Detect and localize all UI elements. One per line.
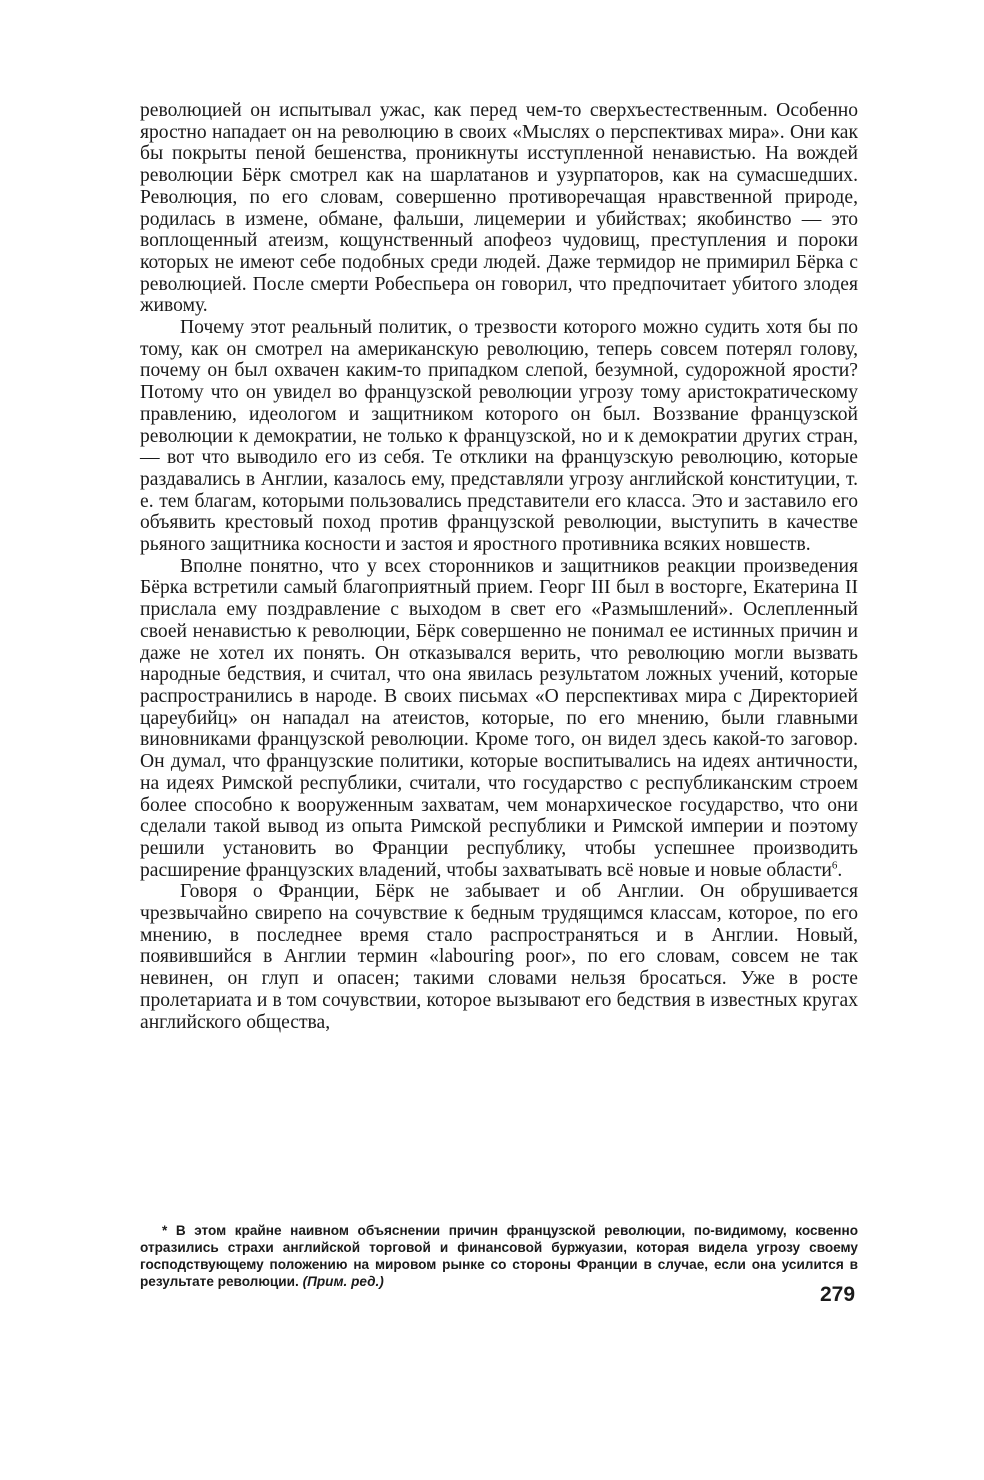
footnote-reference: 6 (831, 859, 838, 872)
footnote-text: В этом крайне наивном объяснении причин французской революции, по-видимому, косвенно отразились страхи английской торговой и финансовой буржуазии, которая видела угрозу своему господствующему положению на мировом рынке со стороны Франции в случае, если она усилится в результате революции. (140, 1223, 859, 1289)
footnote-marker: * (162, 1223, 168, 1238)
footnote (140, 1222, 858, 1290)
paragraph-3-text: Вполне понятно, что у всех сторонников и защитников реакции произведения Бёрка встретили самый благоприятный прием. Георг III был в восторге, Екатерина II прислала ему поздравление с выходом в свет его «Размышлений». Ослепленный своей ненавистью к революции, Бёрк совершенно не понимал ее истинных причин и даже не хотел их понять. Он отказывался верить, что революцию могли вызвать народные бедствия, и считал, что она явилась результатом ложных учений, которые распространились в народе. В своих письмах «О перспективах мира с Директорией цареубийц» он нападал на атеистов, которые, по его мнению, были главными виновниками французской революции. Кроме того, он видел здесь какой-то заговор. Он думал, что французские политики, которые воспитывались на идеях античности, на идеях Римской республики, считали, что государство с республиканским строем более способно к вооруженным захватам, чем монархическое государство, что они сделали такой вывод из опыта Римской республики и Римской империи и поэтому решили установить во Франции республику, чтобы успешнее производить расширение французских владений, чтобы захватывать всё новые и новые области (140, 555, 858, 881)
paragraph-4: Говоря о Франции, Бёрк не забывает и об Англии. Он обрушивается чрезвычайно свирепо на сочувствие к бедным трудящимся классам, которое, по его мнению, в последнее время стало распространяться и в Англии. Новый, появившийся в Англии термин «labouring poor», по его словам, совсем не так невинен, он глуп и опасен; такими словами нельзя бросаться. Уже в росте пролетариата и в том сочувствии, которое вызывают его бедствия в известных кругах английского общества, (140, 881, 858, 1033)
page-number: 279 (820, 1283, 856, 1306)
page-body (140, 100, 858, 1033)
paragraph-1: революцией он испытывал ужас, как перед чем-то сверхъестественным. Особенно яростно нападает он на революцию в своих «Мыслях о перспективах мира». Они как бы покрыты пеной бешенства, проникнуты исступленной ненавистью. На вождей революции Бёрк смотрел как на шарлатанов и узурпаторов, как на сумасшедших. Революция, по его словам, совершенно противоречащая нравственной природе, родилась в измене, обмане, фальши, лицемерии и убийствах; якобинство — это воплощенный атеизм, кощунственный апофеоз чудовищ, преступления и пороки которых не имеют себе подобных среди людей. Даже термидор не примирил Бёрка с революцией. После смерти Робеспьера он говорил, что предпочитает убитого злодея живому. (140, 100, 858, 317)
footnote-editor-note: (Прим. ред.) (302, 1274, 384, 1289)
paragraph-2: Почему этот реальный политик, о трезвости которого можно судить хотя бы по тому, как он смотрел на американскую революцию, теперь совсем потерял голову, почему он был охвачен каким-то припадком слепой, безумной, судорожной ярости? Потому что он увидел во французской революции угрозу тому аристократическому правлению, идеологом и защитником которого он был. Воззвание французской революции к демократии, не только к французской, но и к демократии других стран,— вот что выводило его из себя. Те отклики на французскую революцию, которые раздавались в Англии, казалось ему, представляли угрозу английской конституции, т. е. тем благам, которыми пользовались представители его класса. Это и заставило его объявить крестовый поход против французской революции, выступить в качестве рьяного защитника косности и застоя и яростного противника всяких новшеств. (140, 317, 858, 556)
paragraph-3: Вполне понятно, что у всех сторонников и защитников реакции произведения Бёрка встретили самый благоприятный прием. Георг III был в восторге, Екатерина II прислала ему поздравление с выходом в свет его «Размышлений». Ослепленный своей ненавистью к революции, Бёрк совершенно не понимал ее истинных причин и даже не хотел их понять. Он отказывался верить, что революцию могли вызвать народные бедствия, и считал, что она явилась результатом ложных учений, которые распространились в народе. В своих письмах «О перспективах мира с Директорией цареубийц» он нападал на атеистов, которые, по его мнению, были главными виновниками французской революции. Кроме того, он видел здесь какой-то заговор. Он думал, что французские политики, которые воспитывались на идеях античности, на идеях Римской республики, считали, что государство с республиканским строем более способно к вооруженным захватам, чем монархическое государство, что они сделали такой вывод из опыта Римской республики и Римской империи и поэтому решили установить во Франции республику, чтобы успешнее производить расширение французских владений, чтобы захватывать всё новые и новые области$^6$. (140, 555, 858, 881)
